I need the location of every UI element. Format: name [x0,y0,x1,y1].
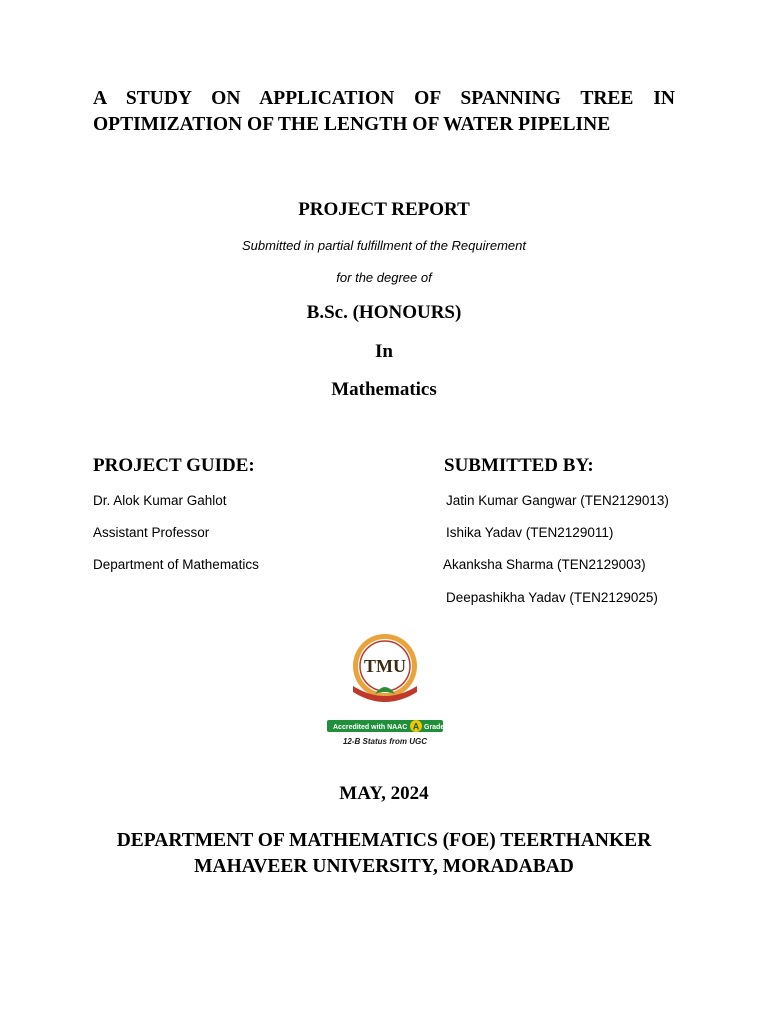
degree-subject: Mathematics [331,379,437,400]
submission-date: MAY, 2024 [339,783,429,804]
university-seal-icon [313,632,457,750]
department-footer-line-2: MAHAVEER UNIVERSITY, MORADABAD [194,856,574,877]
guide-department: Department of Mathematics [93,557,259,572]
guide-designation: Assistant Professor [93,525,210,540]
degree-statement: for the degree of [336,270,432,285]
ugc-status-text: 12-B Status from UGC [342,737,428,746]
report-title-line-1: A STUDY ON APPLICATION OF SPANNING TREE IN [93,88,675,109]
submitted-by-heading: SUBMITTED BY: [444,455,594,476]
report-title-line-2: OPTIMIZATION OF THE LENGTH OF WATER PIPELINE [93,114,611,135]
student-entry: Deepashikha Yadav (TEN2129025) [446,590,658,605]
report-title [93,86,675,138]
student-entry: Jatin Kumar Gangwar (TEN2129013) [446,493,669,508]
guide-name: Dr. Alok Kumar Gahlot [93,493,227,508]
department-footer-line-1: DEPARTMENT OF MATHEMATICS (FOE) TEERTHANKER [116,830,652,851]
degree-name: B.Sc. (HONOURS) [306,302,462,323]
accreditation-text: Accredited with NAAC [333,724,408,731]
seal-initials: TMU [364,656,406,676]
department-footer [0,828,768,880]
student-entry: Ishika Yadav (TEN2129011) [446,525,614,540]
project-report-heading: PROJECT REPORT [298,199,470,220]
degree-connector: In [375,341,393,362]
university-logo [313,632,457,750]
grade-letter: A [412,721,420,732]
project-guide-heading: PROJECT GUIDE: [93,455,255,476]
student-entry: Akanksha Sharma (TEN2129003) [443,557,646,572]
submission-statement: Submitted in partial fulfillment of the Requirement [242,238,526,253]
grade-word: Grade [424,724,445,731]
